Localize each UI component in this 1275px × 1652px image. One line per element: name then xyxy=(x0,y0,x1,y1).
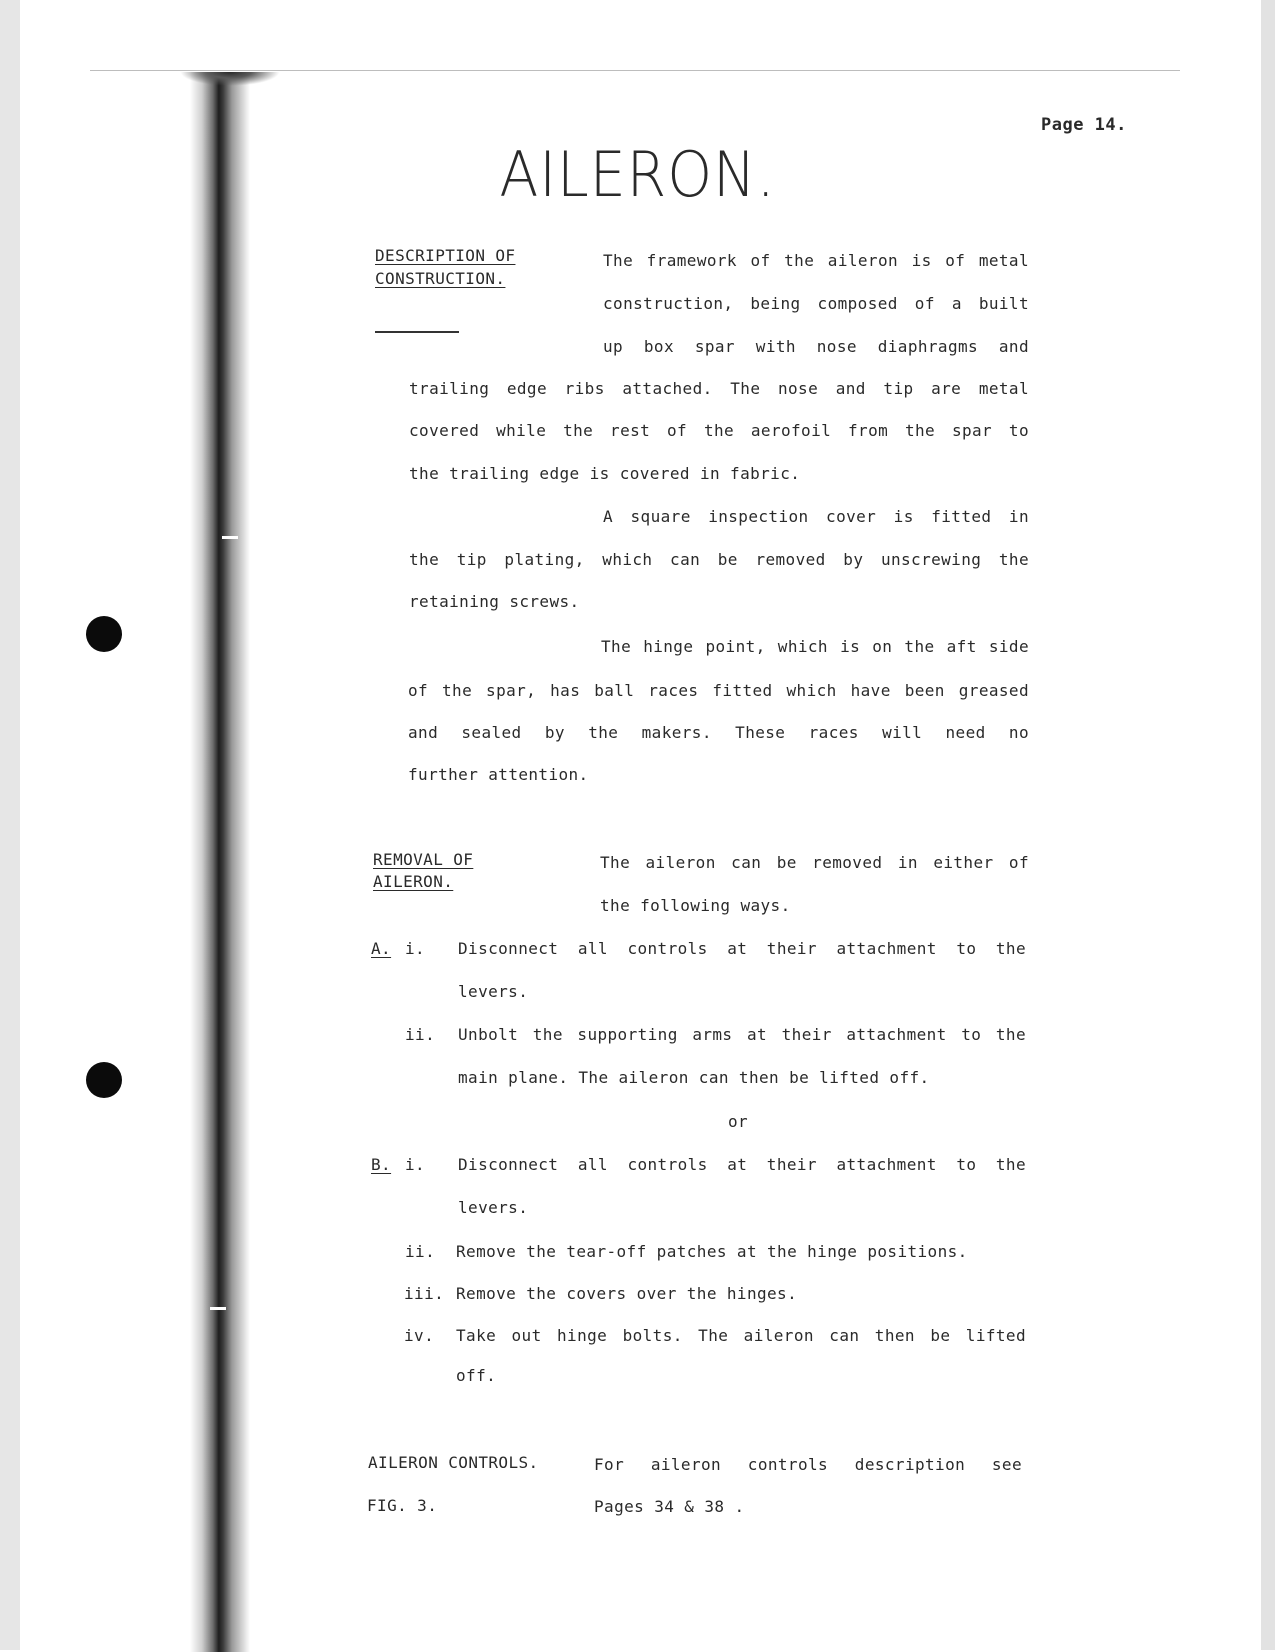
punch-hole-upper xyxy=(86,616,122,652)
removal-intro-line1: The aileron can be removed in either of xyxy=(600,853,1029,872)
method-b-step-text: Remove the tear-off patches at the hinge positions. xyxy=(456,1242,968,1261)
description-p2-line2: the tip plating, which can be removed by unscrewing the xyxy=(409,550,1029,569)
method-b-step-text: Disconnect all controls at their attachment to the xyxy=(458,1155,1026,1174)
scan-right-margin xyxy=(1261,0,1275,1650)
method-b-step-number: iv. xyxy=(404,1326,435,1345)
method-b-step-text: levers. xyxy=(458,1198,529,1217)
method-b-step-text: off. xyxy=(456,1366,497,1385)
binding-shadow-top xyxy=(180,72,280,86)
method-a-step-number: ii. xyxy=(405,1025,436,1044)
punch-hole-lower xyxy=(86,1062,122,1098)
description-p1-line6: the trailing edge is covered in fabric. xyxy=(409,464,801,483)
controls-description-line1: For aileron controls description see xyxy=(594,1455,1022,1474)
heading-rule xyxy=(375,331,459,333)
sheet-top-edge xyxy=(90,70,1180,71)
description-heading-line1: DESCRIPTION OF xyxy=(375,246,516,265)
removal-intro-line2: the following ways. xyxy=(600,896,791,915)
method-a-step-text: Unbolt the supporting arms at their attachment to the xyxy=(458,1025,1026,1044)
description-p3-line2: of the spar, has ball races fitted which have been greased xyxy=(408,681,1029,700)
description-p2-line3: retaining screws. xyxy=(409,592,580,611)
description-p1-line5: covered while the rest of the aerofoil from the spar to xyxy=(409,421,1029,440)
method-b-step-text: Remove the covers over the hinges. xyxy=(456,1284,798,1303)
description-p1-line1: The framework of the aileron is of metal xyxy=(603,251,1029,270)
controls-description-line2: Pages 34 & 38 . xyxy=(594,1497,745,1516)
description-p3-line1: The hinge point, which is on the aft side xyxy=(601,637,1029,656)
description-p3-line3: and sealed by the makers. These races will need no xyxy=(408,723,1029,742)
description-p3-line4: further attention. xyxy=(408,765,589,784)
method-b-step-text: Take out hinge bolts. The aileron can then be lifted xyxy=(456,1326,1026,1345)
method-a-step-text: levers. xyxy=(458,982,529,1001)
removal-heading-line2: AILERON. xyxy=(373,872,454,891)
method-a-step-text: Disconnect all controls at their attachment to the xyxy=(458,939,1026,958)
or-separator: or xyxy=(728,1112,749,1131)
controls-label: AILERON CONTROLS. xyxy=(368,1453,539,1472)
scan-left-margin xyxy=(0,0,20,1650)
binding-shadow xyxy=(190,72,250,1652)
method-b-label: B. xyxy=(371,1155,392,1174)
method-a-step-text: main plane. The aileron can then be lifted off. xyxy=(458,1068,930,1087)
description-p1-line2: construction, being composed of a built xyxy=(603,294,1029,313)
method-b-step-number: ii. xyxy=(405,1242,436,1261)
page-number: Page 14. xyxy=(1041,115,1127,135)
binding-mark-upper xyxy=(222,536,238,539)
method-a-label: A. xyxy=(371,939,392,958)
binding-mark-lower xyxy=(210,1307,226,1310)
page-title: AILERON. xyxy=(499,138,776,211)
method-b-step-number: i. xyxy=(405,1155,426,1174)
description-p1-line3: up box spar with nose diaphragms and xyxy=(603,337,1029,356)
method-b-step-number: iii. xyxy=(404,1284,445,1303)
figure-reference: FIG. 3. xyxy=(367,1496,438,1515)
description-p1-line4: trailing edge ribs attached. The nose and tip are metal xyxy=(409,379,1029,398)
removal-heading-line1: REMOVAL OF xyxy=(373,850,474,869)
method-a-step-number: i. xyxy=(405,939,426,958)
description-p2-line1: A square inspection cover is fitted in xyxy=(603,507,1029,526)
description-heading-line2: CONSTRUCTION. xyxy=(375,269,506,288)
